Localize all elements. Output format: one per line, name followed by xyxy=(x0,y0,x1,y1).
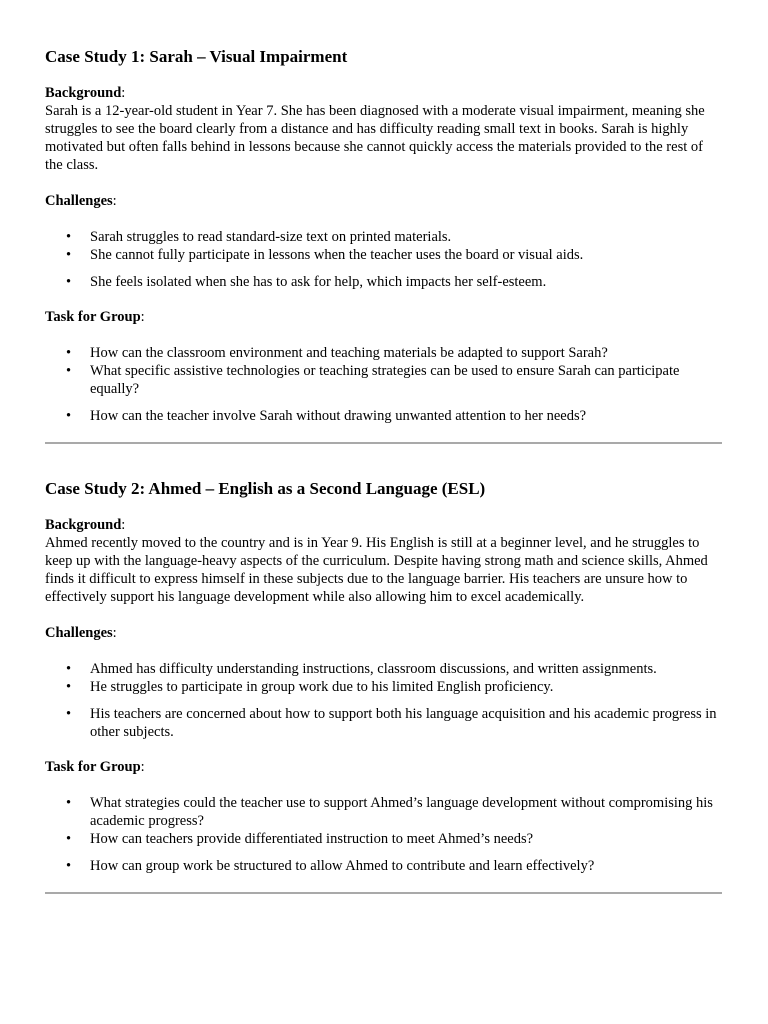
list-item xyxy=(45,407,721,425)
list-item xyxy=(45,246,721,264)
section-divider xyxy=(45,892,722,894)
bullet-icon: • xyxy=(66,795,72,811)
bullet-icon: • xyxy=(66,274,72,290)
background-heading xyxy=(45,516,721,534)
task-label: Task for Group xyxy=(45,759,141,775)
case-study-2 xyxy=(45,478,722,894)
challenges-list xyxy=(45,660,721,741)
background-label: Background xyxy=(45,85,122,101)
bullet-icon: • xyxy=(66,408,72,424)
bullet-icon: • xyxy=(66,831,72,847)
list-item-text: His teachers are concerned about how to support both his language acquisition and his academic progress in other subjects. xyxy=(90,706,717,740)
challenges-label: Challenges xyxy=(45,625,113,641)
bullet-icon: • xyxy=(66,229,72,245)
task-heading xyxy=(45,758,722,776)
task-label: Task for Group xyxy=(45,309,141,325)
case-study-2-title: Case Study 2: Ahmed – English as a Second Language (ESL) xyxy=(45,479,486,498)
case-study-1 xyxy=(45,46,722,444)
bullet-icon: • xyxy=(66,345,72,361)
bullet-icon: • xyxy=(66,247,72,263)
list-item-text: She feels isolated when she has to ask for help, which impacts her self-esteem. xyxy=(90,274,547,290)
label-colon: : xyxy=(112,625,117,641)
background-text: Sarah is a 12-year-old student in Year 7. She has been diagnosed with a moderate visual impairment, meaning she struggles to see the board clearly from a distance and has difficulty reading small text in books. Sarah is highly motivated but often falls behind in lessons because she cannot quickly access the materials provided to the rest of the class. xyxy=(45,103,705,173)
bullet-icon: • xyxy=(66,706,72,722)
bullet-icon: • xyxy=(66,661,72,677)
challenges-label: Challenges xyxy=(45,193,113,209)
bullet-icon: • xyxy=(66,679,72,695)
case-study-1-background xyxy=(45,84,721,174)
list-item xyxy=(45,273,721,291)
label-colon: : xyxy=(112,193,117,209)
section-divider xyxy=(45,442,722,444)
list-item-text: He struggles to participate in group work due to his limited English proficiency. xyxy=(90,679,554,695)
bullet-icon: • xyxy=(66,363,72,379)
challenges-list xyxy=(45,228,721,291)
list-item-text: Ahmed has difficulty understanding instructions, classroom discussions, and written assignments. xyxy=(90,661,657,677)
list-item-text: Sarah struggles to read standard-size text on printed materials. xyxy=(90,229,452,245)
list-item-text: What specific assistive technologies or teaching strategies can be used to ensure Sarah can participate equally? xyxy=(90,363,680,397)
label-colon: : xyxy=(121,517,126,533)
task-heading xyxy=(45,308,722,326)
background-text: Ahmed recently moved to the country and is in Year 9. His English is still at a beginner level, and he struggles to keep up with the language-heavy aspects of the curriculum. Despite having strong math and science skills, Ahmed finds it difficult to express himself in these subjects due to the language barrier. His teachers are unsure how to effectively support his language development while also allowing him to excel academically. xyxy=(45,535,708,605)
list-item-text: How can the teacher involve Sarah without drawing unwanted attention to her needs? xyxy=(90,408,587,424)
list-item xyxy=(45,344,721,362)
list-item xyxy=(45,705,721,741)
label-colon: : xyxy=(140,309,145,325)
background-label: Background xyxy=(45,517,122,533)
list-item-text: How can group work be structured to allow Ahmed to contribute and learn effectively? xyxy=(90,858,595,874)
list-item xyxy=(45,228,721,246)
list-item xyxy=(45,830,721,848)
tasks-list xyxy=(45,794,721,875)
challenges-heading xyxy=(45,624,722,642)
background-heading xyxy=(45,84,721,102)
list-item-text: How can the classroom environment and teaching materials be adapted to support Sarah? xyxy=(90,345,608,361)
list-item xyxy=(45,857,721,875)
tasks-list xyxy=(45,344,721,425)
label-colon: : xyxy=(140,759,145,775)
list-item-text: How can teachers provide differentiated instruction to meet Ahmed’s needs? xyxy=(90,831,534,847)
list-item xyxy=(45,794,721,830)
list-item-text: What strategies could the teacher use to support Ahmed’s language development without compromising his academic progress? xyxy=(90,795,713,829)
list-item xyxy=(45,660,721,678)
list-item xyxy=(45,362,721,398)
challenges-heading xyxy=(45,192,722,210)
label-colon: : xyxy=(121,85,126,101)
list-item-text: She cannot fully participate in lessons when the teacher uses the board or visual aids. xyxy=(90,247,584,263)
bullet-icon: • xyxy=(66,858,72,874)
case-study-1-title: Case Study 1: Sarah – Visual Impairment xyxy=(45,47,348,66)
case-study-2-background xyxy=(45,516,721,606)
list-item xyxy=(45,678,721,696)
